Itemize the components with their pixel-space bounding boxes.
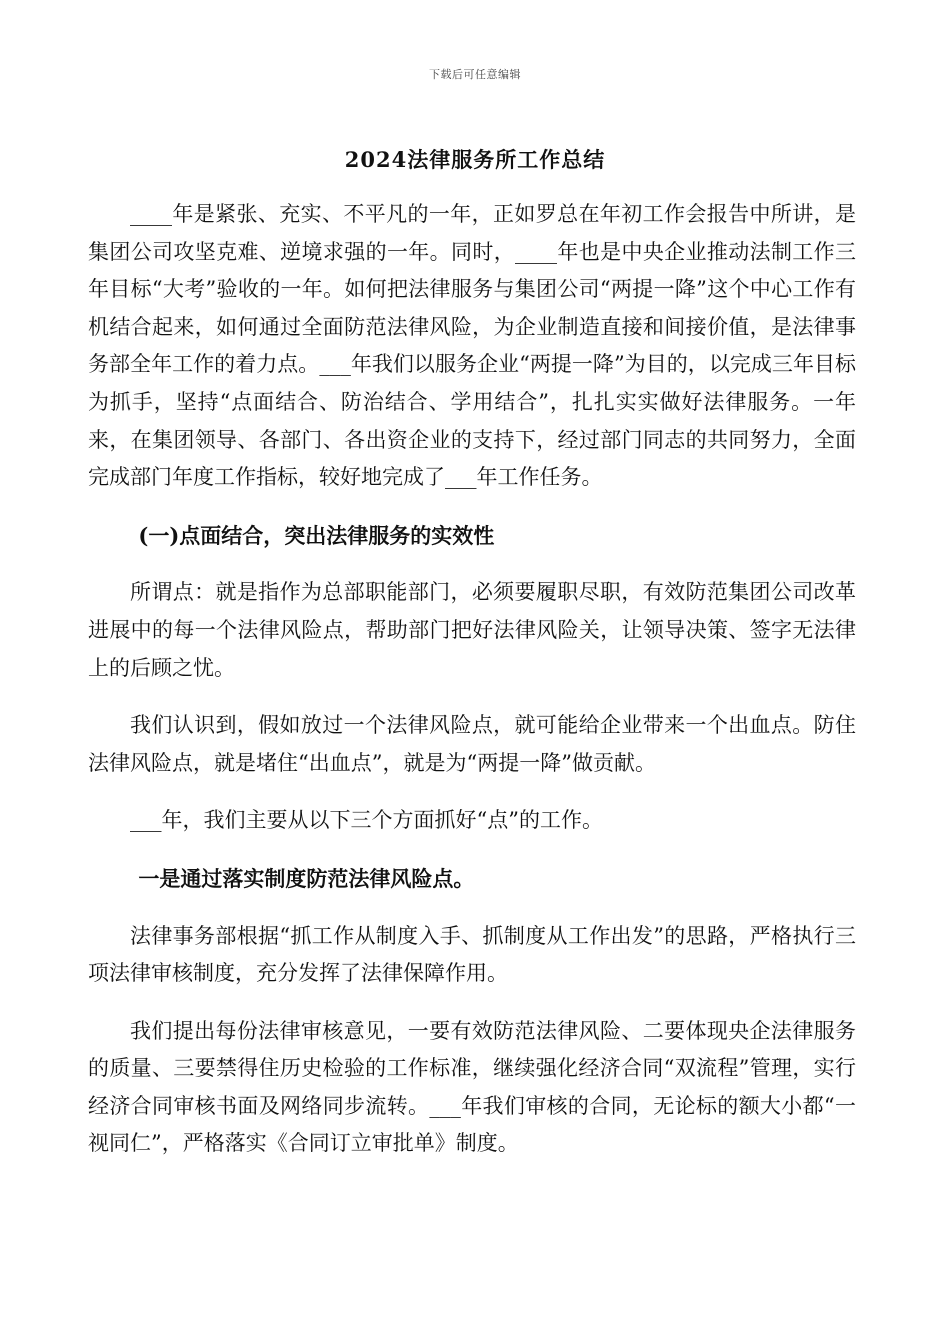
spacer: [88, 782, 856, 802]
spacer: [88, 898, 856, 918]
paragraph-three-aspects: ___年，我们主要从以下三个方面抓好“点”的工作。: [130, 808, 603, 833]
spacer: [88, 840, 856, 860]
paragraph-review: 我们提出每份法律审核意见，一要有效防范法律风险、二要体现央企法律服务的质量、三要禁得住历史检验的工作标准，继续强化经济合同“双流程”管理，实行经济合同审核书面及网络同步流转。___年我们审核的合同，无论标的额大小都“一视同仁”，严格落实《合同订立审批单》制度。: [88, 1018, 856, 1156]
spacer: [88, 687, 856, 707]
paragraph-awareness: 我们认识到，假如放过一个法律风险点，就可能给企业带来一个出血点。防住法律风险点，就是堵住“出血点”，就是为“两提一降”做贡献。: [88, 713, 856, 775]
document-title: 2024法律服务所工作总结: [344, 147, 606, 172]
spacer: [88, 497, 856, 517]
section-heading-2: 一是通过落实制度防范法律风险点。: [138, 865, 475, 891]
header-note: 下载后可任意编辑: [429, 68, 521, 81]
paragraph-intro: ____年是紧张、充实、不平凡的一年，正如罗总在年初工作会报告中所讲，是集团公司攻坚克难、逆境求强的一年。同时，____年也是中央企业推动法制工作三年目标“大考”验收的一年。如何把法律服务与集团公司“两提一降”这个中心工作有机结合起来，如何通过全面防范法律风险，为企业制造直接和间接价值，是法律事务部全年工作的着力点。___年我们以服务企业“两提一降”为目的，以完成三年目标为抓手，坚持“点面结合、防治结合、学用结合”，扎扎实实做好法律服务。一年来，在集团领导、各部门、各出资企业的支持下，经过部门同志的共同努力，全面完成部门年度工作指标，较好地完成了___年工作任务。: [88, 202, 856, 490]
paragraph-definition: 所谓点：就是指作为总部职能部门，必须要履职尽职，有效防范集团公司改革进展中的每一个法律风险点，帮助部门把好法律风险关，让领导决策、签字无法律上的后顾之忧。: [88, 580, 856, 680]
spacer: [88, 554, 856, 574]
spacer: [88, 993, 856, 1013]
section-heading-1: (一)点面结合，突出法律服务的实效性: [138, 522, 495, 548]
document-body: [88, 196, 856, 1163]
paragraph-system: 法律事务部根据“抓工作从制度入手、抓制度从工作出发”的思路，严格执行三项法律审核制度，充分发挥了法律保障作用。: [88, 923, 856, 986]
